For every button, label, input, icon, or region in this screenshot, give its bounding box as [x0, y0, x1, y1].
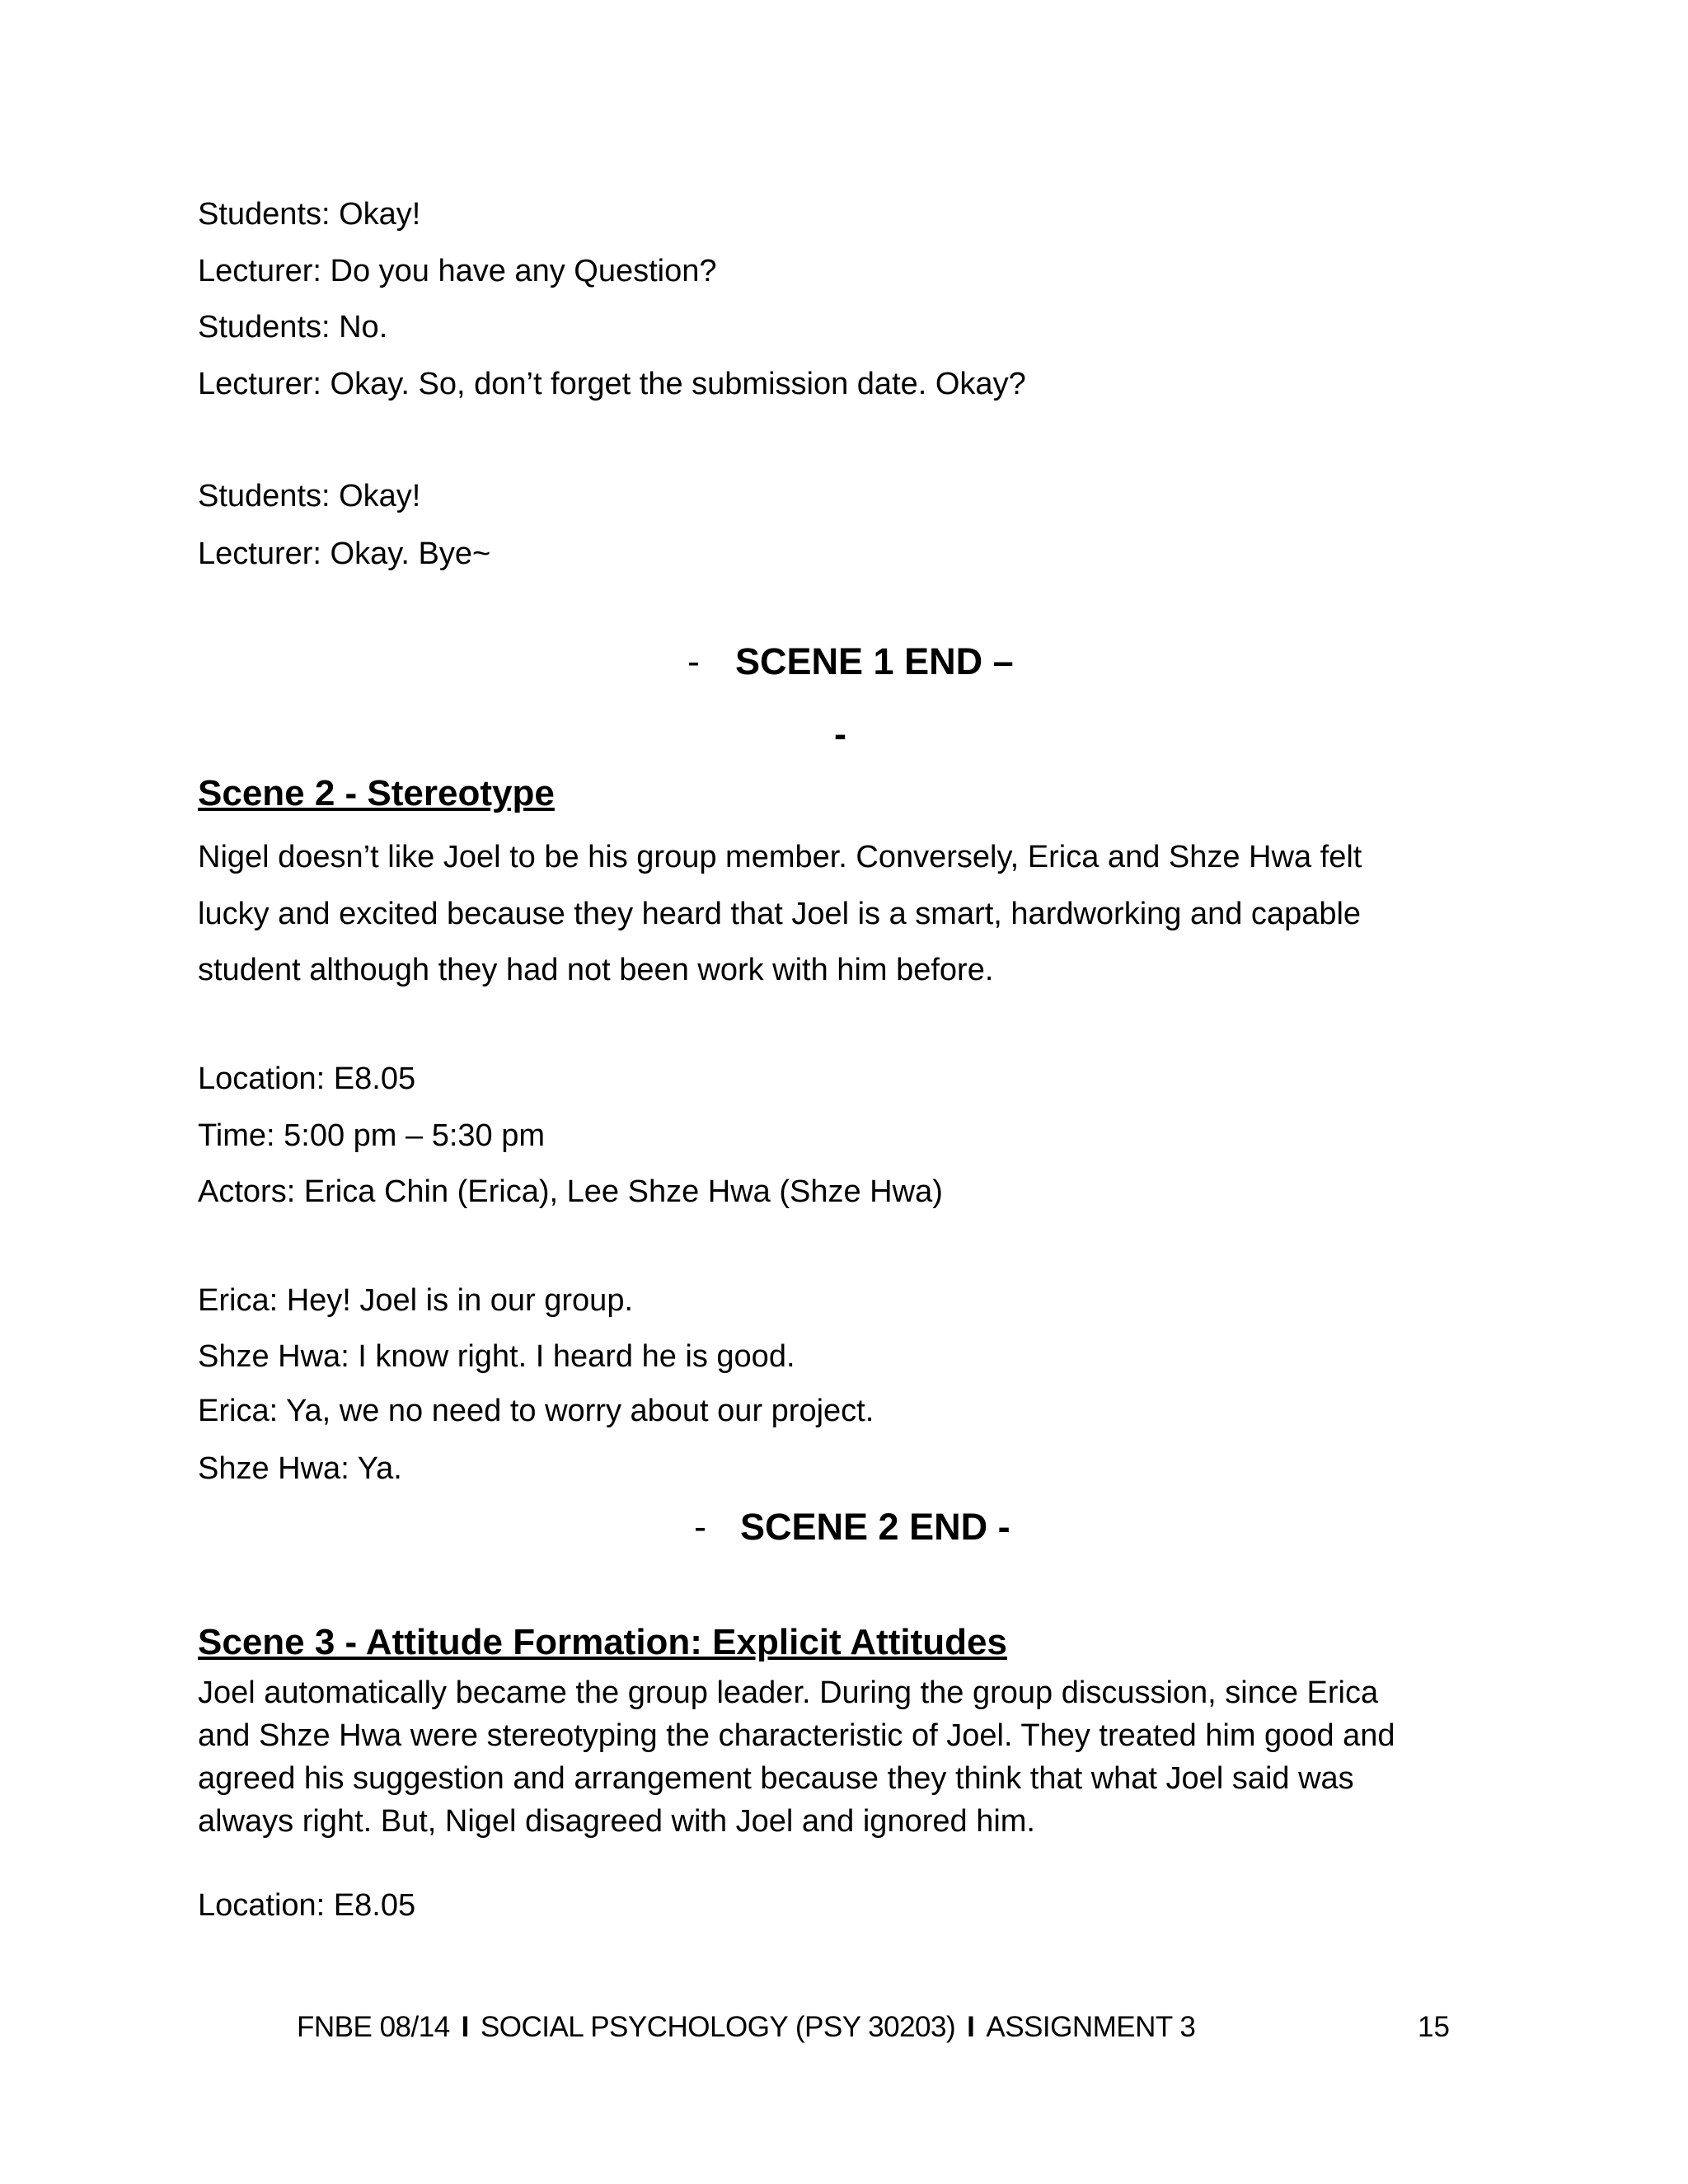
footer-separator: I [967, 2011, 975, 2043]
scene-2-heading: Scene 2 - Stereotype [198, 773, 555, 813]
footer-course-title: SOCIAL PSYCHOLOGY (PSY 30203) [480, 2011, 956, 2043]
scene-2-time: Time: 5:00 pm – 5:30 pm [198, 1118, 546, 1153]
scene-3-location: Location: E8.05 [198, 1888, 416, 1923]
scene-end-trailing-dash: - [834, 713, 846, 755]
scene-2-location: Location: E8.05 [198, 1062, 416, 1096]
scene-3-description-line: Joel automatically became the group leader. During the group discussion, since Erica [198, 1675, 1379, 1710]
scene-2-description-line: lucky and excited because they heard that Joel is a smart, hardworking and capable [198, 897, 1362, 931]
scene-3-heading: Scene 3 - Attitude Formation: Explicit Attitudes [198, 1622, 1007, 1662]
dialogue-line: Students: Okay! [198, 479, 421, 513]
footer-course-code: FNBE 08/14 [297, 2011, 450, 2043]
scene-2-description-line: Nigel doesn’t like Joel to be his group member. Conversely, Erica and Shze Hwa felt [198, 840, 1362, 874]
page-footer [297, 2011, 1195, 2044]
dialogue-line: Students: Okay! [198, 197, 421, 232]
dialogue-line: Lecturer: Okay. Bye~ [198, 537, 491, 571]
scene-2-description-line: student although they had not been work with him before. [198, 953, 994, 987]
scene-3-description-line: and Shze Hwa were stereotyping the characteristic of Joel. They treated him good and [198, 1718, 1395, 1753]
scene-3-description-line: agreed his suggestion and arrangement because they think that what Joel said was [198, 1761, 1354, 1796]
scene-end-dash: - [687, 640, 700, 682]
dialogue-line: Lecturer: Okay. So, don’t forget the submission date. Okay? [198, 367, 1026, 401]
scene-end-dash: - [694, 1506, 706, 1548]
dialogue-line: Erica: Ya, we no need to worry about our project. [198, 1394, 874, 1428]
footer-assignment: ASSIGNMENT 3 [986, 2011, 1196, 2043]
scene-end-label: SCENE 1 END – [735, 640, 1014, 682]
page-number: 15 [1418, 2011, 1450, 2043]
dialogue-line: Lecturer: Do you have any Question? [198, 254, 717, 288]
footer-separator: I [461, 2011, 469, 2043]
dialogue-line: Erica: Hey! Joel is in our group. [198, 1283, 634, 1318]
scene-end-label: SCENE 2 END - [740, 1506, 1010, 1548]
scene-3-description-line: always right. But, Nigel disagreed with Joel and ignored him. [198, 1804, 1035, 1839]
scene-2-actors: Actors: Erica Chin (Erica), Lee Shze Hwa (Shze Hwa) [198, 1174, 943, 1209]
dialogue-line: Students: No. [198, 310, 388, 344]
dialogue-line: Shze Hwa: Ya. [198, 1451, 402, 1486]
dialogue-line: Shze Hwa: I know right. I heard he is good. [198, 1339, 795, 1374]
